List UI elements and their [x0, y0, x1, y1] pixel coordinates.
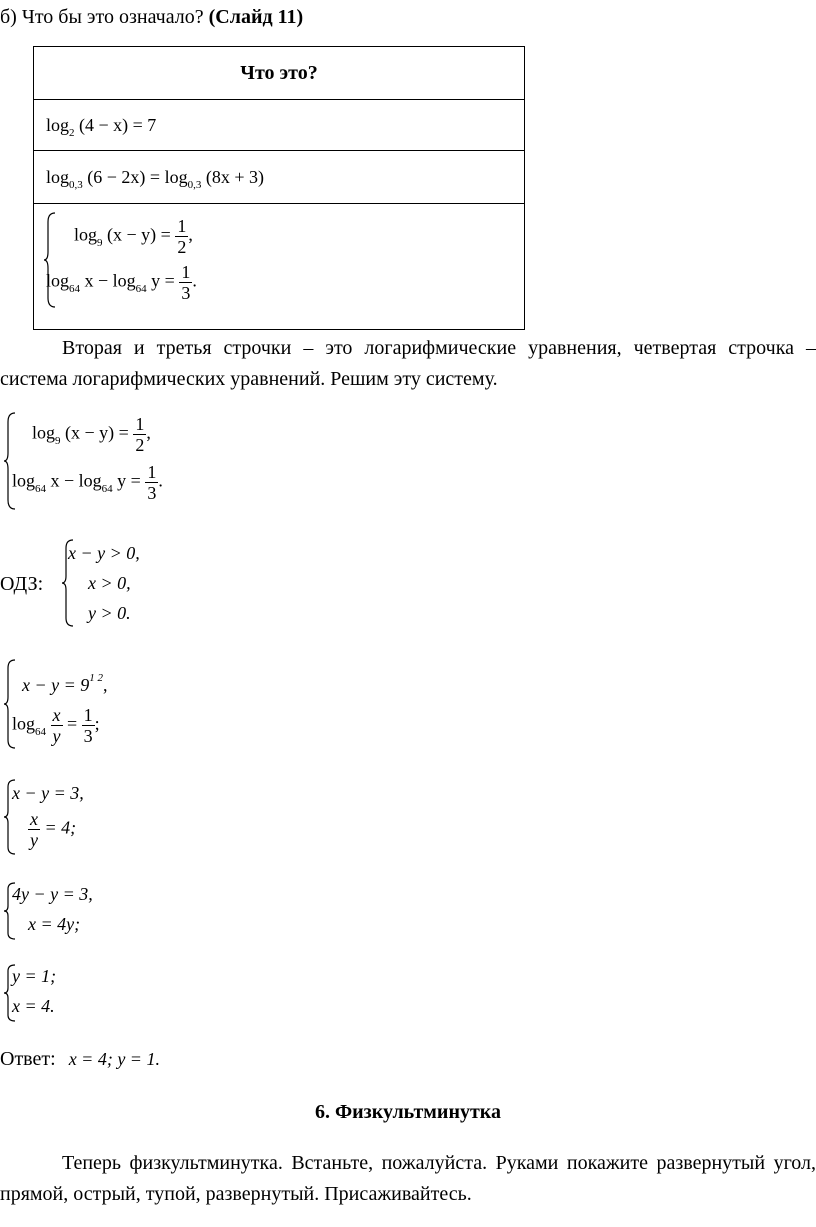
section-heading	[0, 4, 303, 30]
heading-text: б) Что бы это означало?	[0, 6, 204, 28]
table-row-log-equality: $\log_{0,3} (6 - 2x) = \log_{0,3} (8x + 3)$	[34, 151, 525, 204]
simplified-system: x − y = 3, $\frac{x}{y}$ = 4;	[0, 775, 200, 860]
answer-label: Ответ:	[0, 1048, 56, 1070]
slide-reference: (Слайд 11)	[208, 6, 304, 28]
what-is-it-table	[33, 46, 525, 330]
table-row-log-system: $\log_9 (x - y)$ = $\frac{1}{2}$ , $\log_{64} x - \log_{64} y$ = $\frac{1}{3}$ .	[34, 204, 525, 330]
section-title: 6. Физкультминутка	[314, 1101, 502, 1123]
transformed-system: $x - y = 9^{1 2}$, $\log_{64}$ $\frac{x}{y}$ = $\frac{1}{3}$ ;	[0, 655, 200, 755]
paragraph-exercise: Теперь физкультминутка. Встаньте, пожалуйста. Руками покажите развернутый угол, прямой, острый, тупой, развернутый. Присаживайтесь.	[0, 1152, 816, 1205]
answer-value: x = 4; y = 1.	[68, 1049, 160, 1069]
paragraph-explanation: Вторая и третья строчки – это логарифмические уравнения, четвертая строчка – система логарифмических уравнений. Решим эту систему.	[0, 337, 816, 390]
odz-system: x − y > 0, x > 0, y > 0.	[60, 535, 260, 630]
odz-label: ОДЗ:	[0, 573, 44, 595]
log-system: $\log_9 (x - y)$ = $\frac{1}{2}$ , $\log_{64} x - \log_{64} y$ = $\frac{1}{3}$ .	[0, 410, 300, 515]
solution-system: y = 1; x = 4.	[0, 962, 200, 1024]
table-row-log-equation: $\log_2 (4 - x) = 7$	[34, 100, 525, 151]
table-header: Что это?	[34, 47, 525, 100]
substitution-system: 4y − y = 3, x = 4y;	[0, 880, 200, 940]
answer	[0, 1046, 160, 1072]
